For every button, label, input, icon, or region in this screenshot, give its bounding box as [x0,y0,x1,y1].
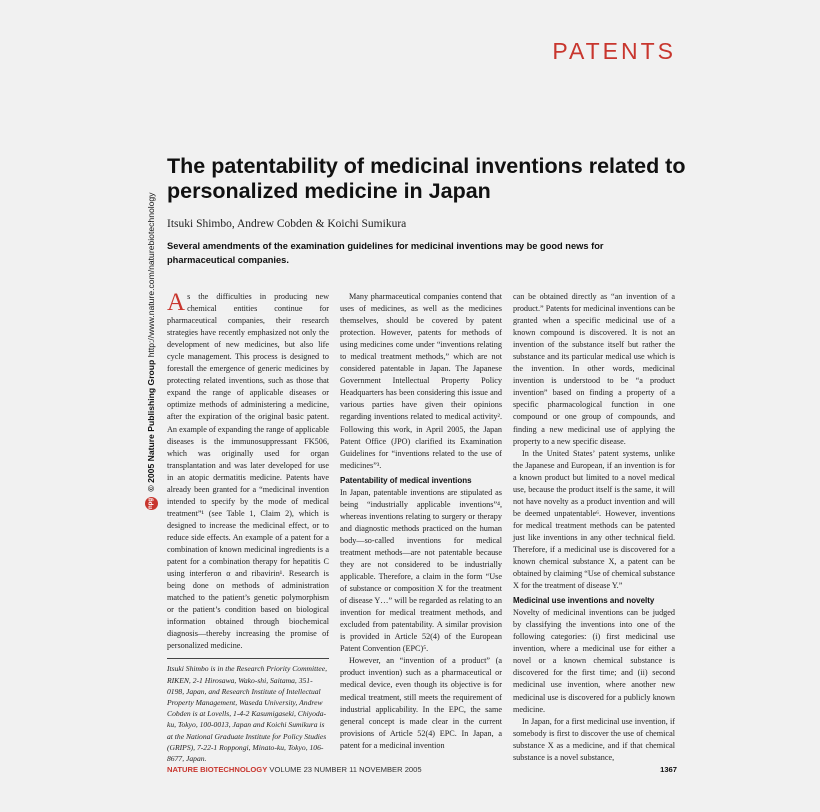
article-title: The patentability of medicinal inventions related to personalized medicine in Japan [167,154,686,203]
column-3 [513,291,675,764]
section-heading: Patentability of medical inventions [340,475,472,485]
section-heading: Medicinal use inventions and novelty [513,596,655,606]
npg-logo-icon: npg [145,497,158,510]
section-header: PATENTS [552,38,676,64]
paragraph: As the difficulties in producing new chemical entities continue for pharmaceutical companies, their research strategies have recently emphasized not only the development of new medicines, but also life cycle management. This process is designed to forestall the emergence of generic medicines by protecting related inventions, such as those that expand the range of applicable diseases or optimize methods of administering a medicine, after the expiration of the original basic patent. An example of expanding the range of applicable diseases is the immunosuppressant FK506, which was originally used for organ transplantation and was later developed for use in an atopic dermatitis medicine. Patents have already been granted for a “medicinal invention intended to specify by the mode of medical treatment”¹ (see Table 1, Claim 2), which is designed to increase the medicinal effect, or to reduce side effects. An example of a patent for a combination of known medicinal ingredients is a patent for a combination therapy for hepatitis C using interferon α and ribavirin¹. Research is being done on methods of administration matched to the patient’s genetic polymorphism or the patient’s condition based on biological information obtained through biochemical diagnosis—thereby increasing the promise of personalized medicine. [167,289,329,651]
issue-info: VOLUME 23 NUMBER 11 NOVEMBER 2005 [269,765,422,774]
paragraph: However, an “invention of a product” (a product invention) such as a pharmaceutical or medical device, even though its objective is for medical treatment, still meets the requirement of industrial applicability. In the EPC, the same general concept is made clear in the current provisions of Article 52(4) EPC. In Japan, a patent for a medicinal invention [340,656,502,750]
journal-url[interactable]: http://www.nature.com/naturebiotechnology [145,192,156,358]
column-1 [167,291,329,764]
sidebar-copyright [145,192,158,510]
column-2 [340,291,502,752]
copyright-text: © 2005 Nature Publishing Group [145,359,156,492]
authors: Itsuki Shimbo, Andrew Cobden & Koichi Sumikura [167,218,407,230]
divider [167,658,329,659]
paragraph: In the United States’ patent systems, unlike the Japanese and European, if an invention is for a known product but limited to a novel medical use, because the product itself is the same, it will not have novelty as a product invention and will be deemed unpatentable⁶. However, inventions for medical treatment methods can be patented just like inventions in any other technical field. Therefore, if a medicinal use is discovered for a known chemical substance X, a patent can be obtained by claiming “Use of chemical substance X for the treatment of disease Y.” [513,448,675,591]
paragraph: Many pharmaceutical companies contend that uses of medicines, as well as the medicines themselves, should be covered by patent protection. However, patents for methods of using medicines come under “inventions relating to medical treatment methods,” which are not considered patentable in Japan. The Japanese Government Intellectual Property Policy Headquarters has been considering this issue and various parties have given their opinions regarding inventions related to medical activity². Following this work, in April 2005, the Japan Patent Office (JPO) clarified its Examination Guidelines for “inventions related to the use of medicines”³. [340,292,502,470]
author-affiliation: Itsuki Shimbo is in the Research Priority Committee, RIKEN, 2-1 Hirosawa, Wako-shi, Saitama, 351-0198, Japan, and Research Institute of Intellectual Property Management, Waseda University, Andrew Cobden is at Lovells, 1-4-2 Kasumigaseki, Chiyoda-ku, Tokyo, 100-0013, Japan and Koichi Sumikura is at the National Graduate Institute for Policy Studies (GRIPS), 7-22-1 Roppongi, Minato-ku, Tokyo, 106-8677, Japan. [167,664,328,764]
page-number: 1367 [660,765,677,774]
standfirst: Several amendments of the examination guidelines for medicinal inventions may be good news for pharmaceutical companies. [167,241,604,265]
paragraph: can be obtained directly as “an invention of a product.” Patents for medicinal inventions can be granted when a specific medicinal use of a known compound is discovered. It is not an invention of the substance itself but rather the substance and its particular medical use which is the invention. In other words, medicinal invention is understood to be “a product invention” based on finding a property of a specific pharmacological function in one compound or one group of compounds, and finding a new medicinal use of applying the property to a new specific disease. [513,292,675,446]
journal-name: NATURE BIOTECHNOLOGY [167,765,268,774]
page-footer [167,765,677,774]
drop-cap: A [167,289,186,316]
paragraph: In Japan, for a first medicinal use invention, if somebody is first to discover the use of chemical substance X as a medicine, and if that chemical substance is a novel substance, [513,716,675,762]
paragraph: In Japan, patentable inventions are stipulated as being “industrially applicable inventions”⁴, whereas inventions relating to surgery or therapy and diagnostic methods practiced on the human body—so-called inventions for medical treatment methods—are not patentable because they are not considered to be industrially applicable. Therefore, a claim in the form “Use of substance or composition X for the treatment of disease Y…” will be regarded as relating to an invention for medical treatment methods, and excluded from patentability. A similar provision is provided in Article 52(4) of the European Patent Convention (EPC)⁵. [340,487,502,654]
paragraph: Novelty of medicinal inventions can be judged by classifying the inventions into one of the following categories: (i) first medicinal use invention, where a medicinal use for either a novel or a known chemical substance is discovered for the first time; and (ii) second medicinal use invention, where another new medicinal use is discovered for a publicly known medicine. [513,608,675,714]
